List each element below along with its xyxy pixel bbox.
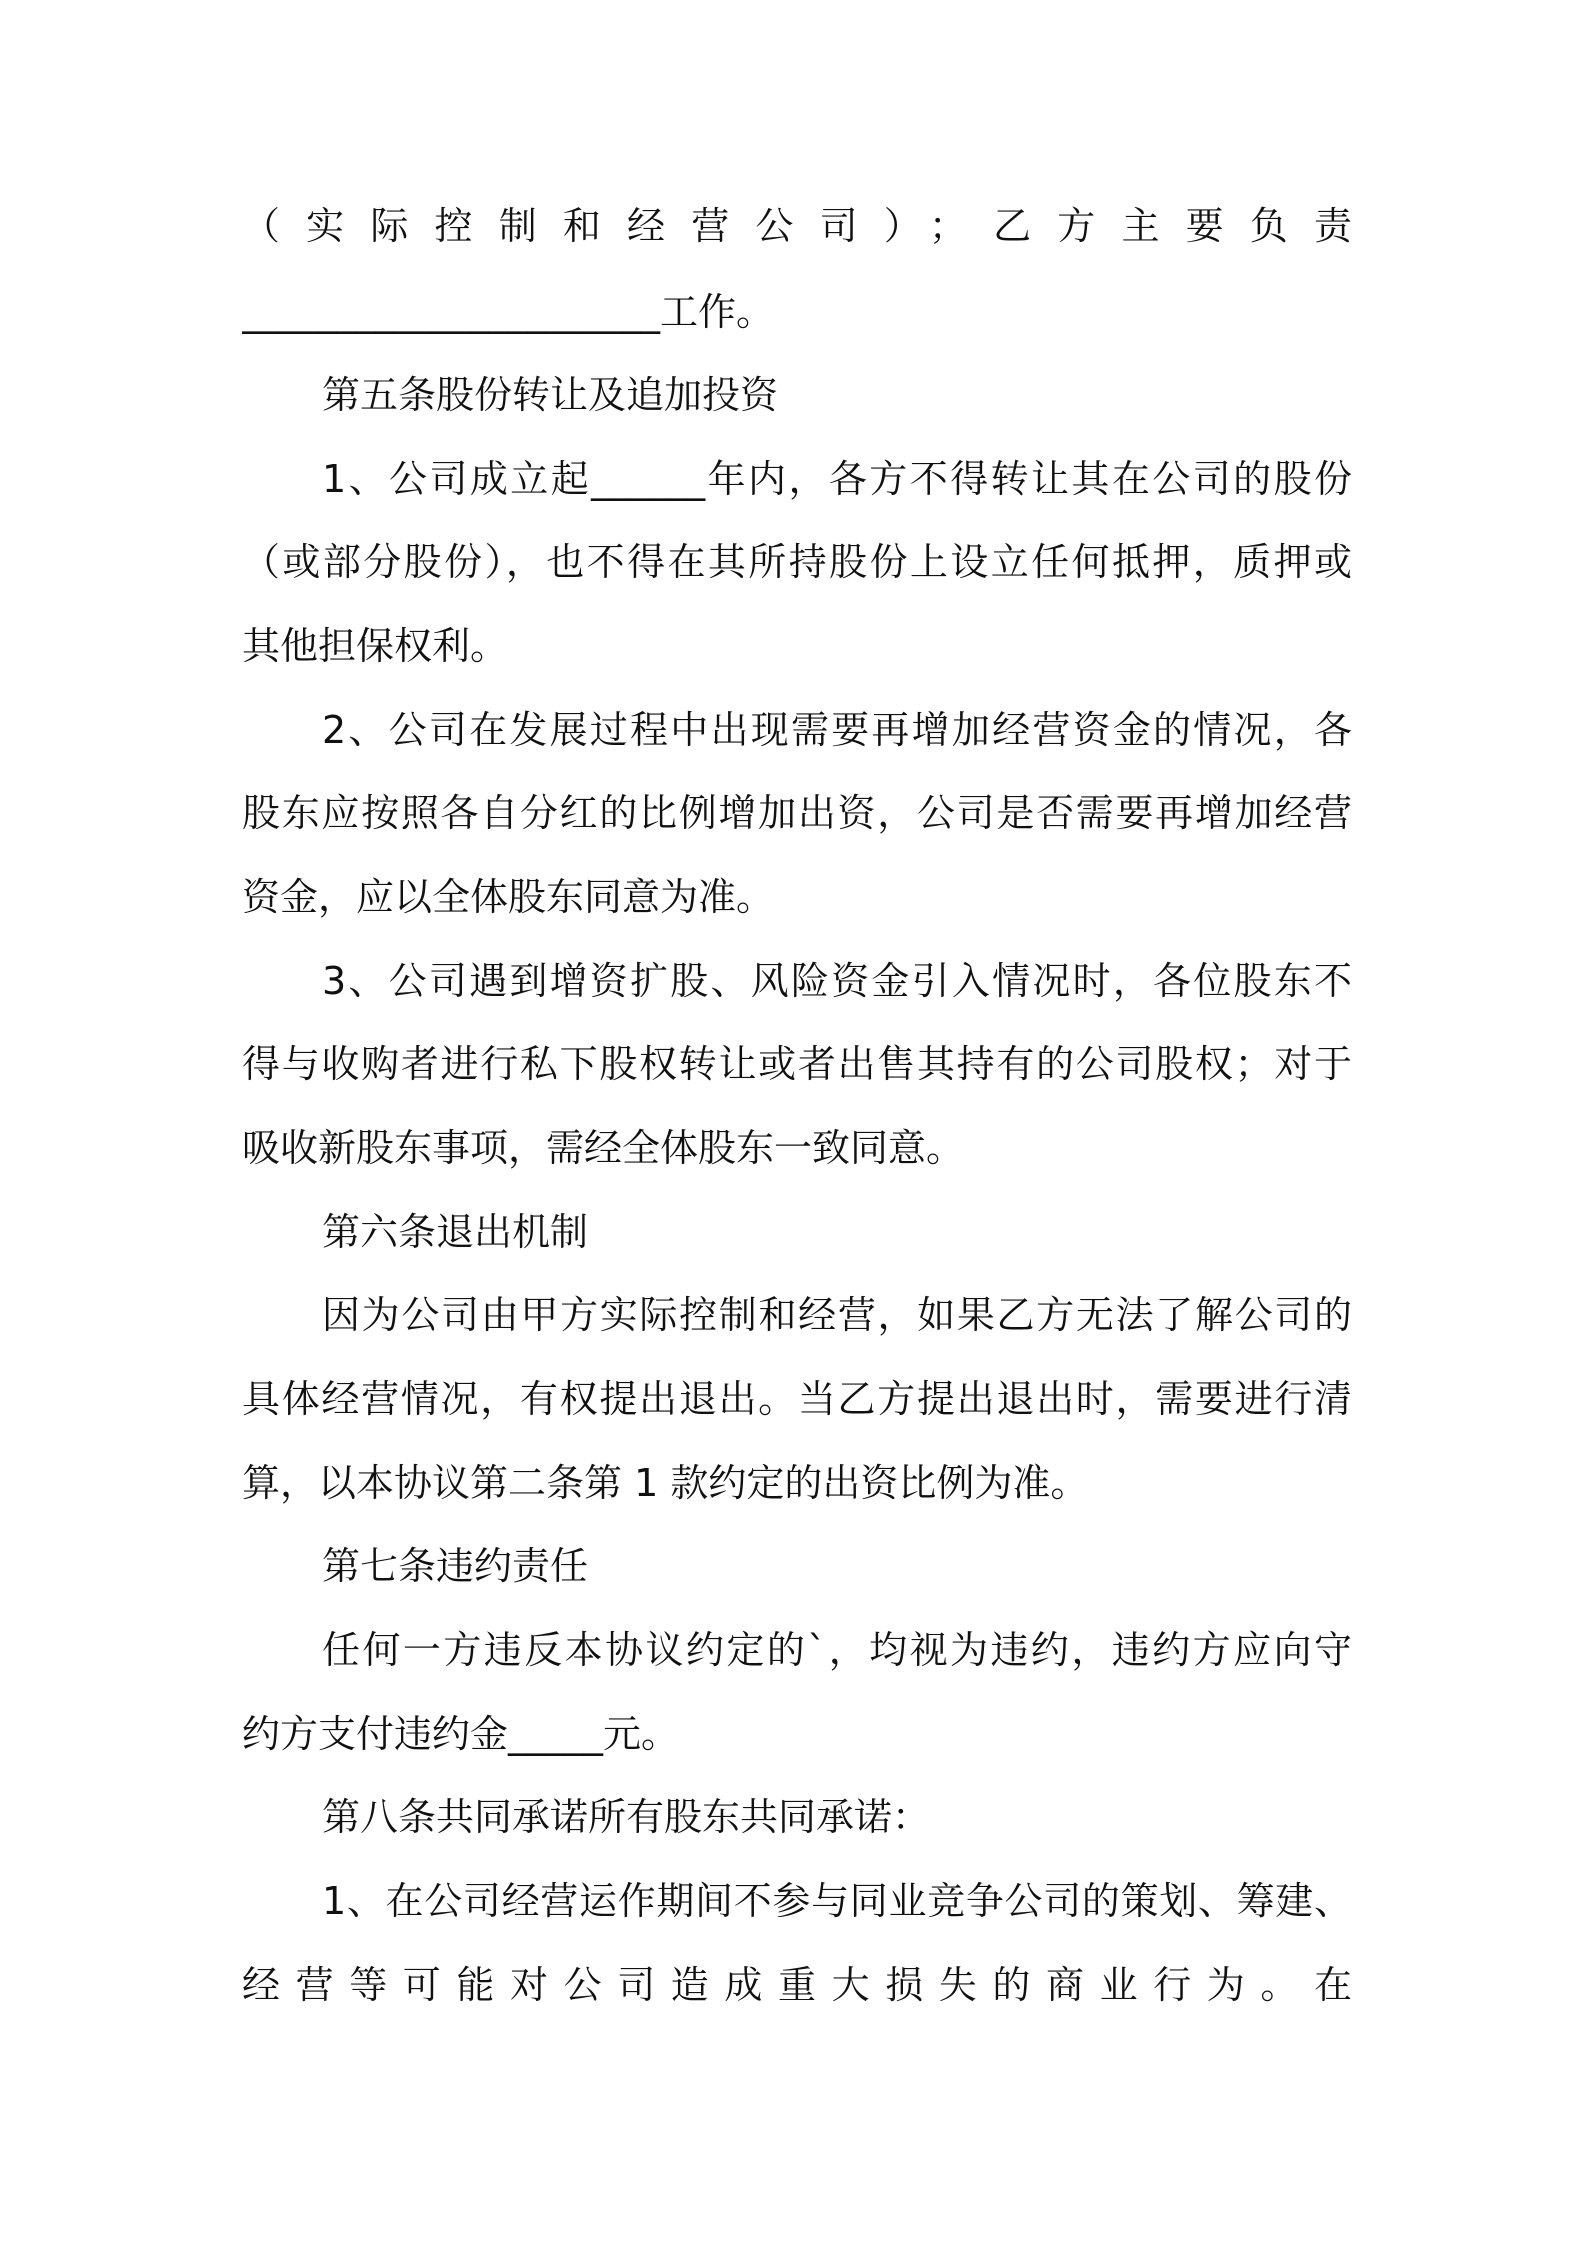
text-line: 得与收购者进行私下股权转让或者出售其持有的公司股权；对于 [242,1042,1352,1086]
text-line: （实际控制和经营公司）；乙方主要负责 [242,204,1352,248]
section-heading: 第七条违约责任 [322,1544,589,1588]
text-line: 3、公司遇到增资扩股、风险资金引入情况时，各位股东不 [322,959,1352,1003]
text-line: 算，以本协议第二条第 1 款约定的出资比例为准。 [242,1461,1089,1505]
text-line: （或部分股份），也不得在其所持股份上设立任何抵押，质押或 [242,540,1352,584]
text-line: ______________________工作。 [242,290,775,334]
text-line: 股东应按照各自分红的比例增加出资，公司是否需要再增加经营 [242,791,1352,835]
section-heading: 第五条股份转让及追加投资 [322,373,779,417]
text-line: 具体经营情况，有权提出退出。当乙方提出退出时，需要进行清 [242,1377,1352,1421]
text-line: 资金，应以全体股东同意为准。 [242,875,775,919]
text-line: 吸收新股东事项，需经全体股东一致同意。 [242,1126,965,1170]
text-line: 约方支付违约金_____元。 [242,1712,680,1756]
text-line: 任何一方违反本协议约定的`，均视为违约，违约方应向守 [322,1628,1352,1672]
text-line: 其他担保权利。 [242,624,509,668]
text-line: 1、在公司经营运作期间不参与同业竞争公司的策划、筹建、 [322,1879,1352,1923]
section-heading: 第六条退出机制 [322,1210,589,1254]
section-heading: 第八条共同承诺所有股东共同承诺： [322,1795,931,1839]
text-line: 经营等可能对公司造成重大损失的商业行为。在 [242,1963,1352,2007]
text-line: 1、公司成立起______年内，各方不得转让其在公司的股份 [322,457,1352,501]
text-line: 因为公司由甲方实际控制和经营，如果乙方无法了解公司的 [322,1293,1352,1337]
text-line: 2、公司在发展过程中出现需要再增加经营资金的情况，各 [322,708,1352,752]
